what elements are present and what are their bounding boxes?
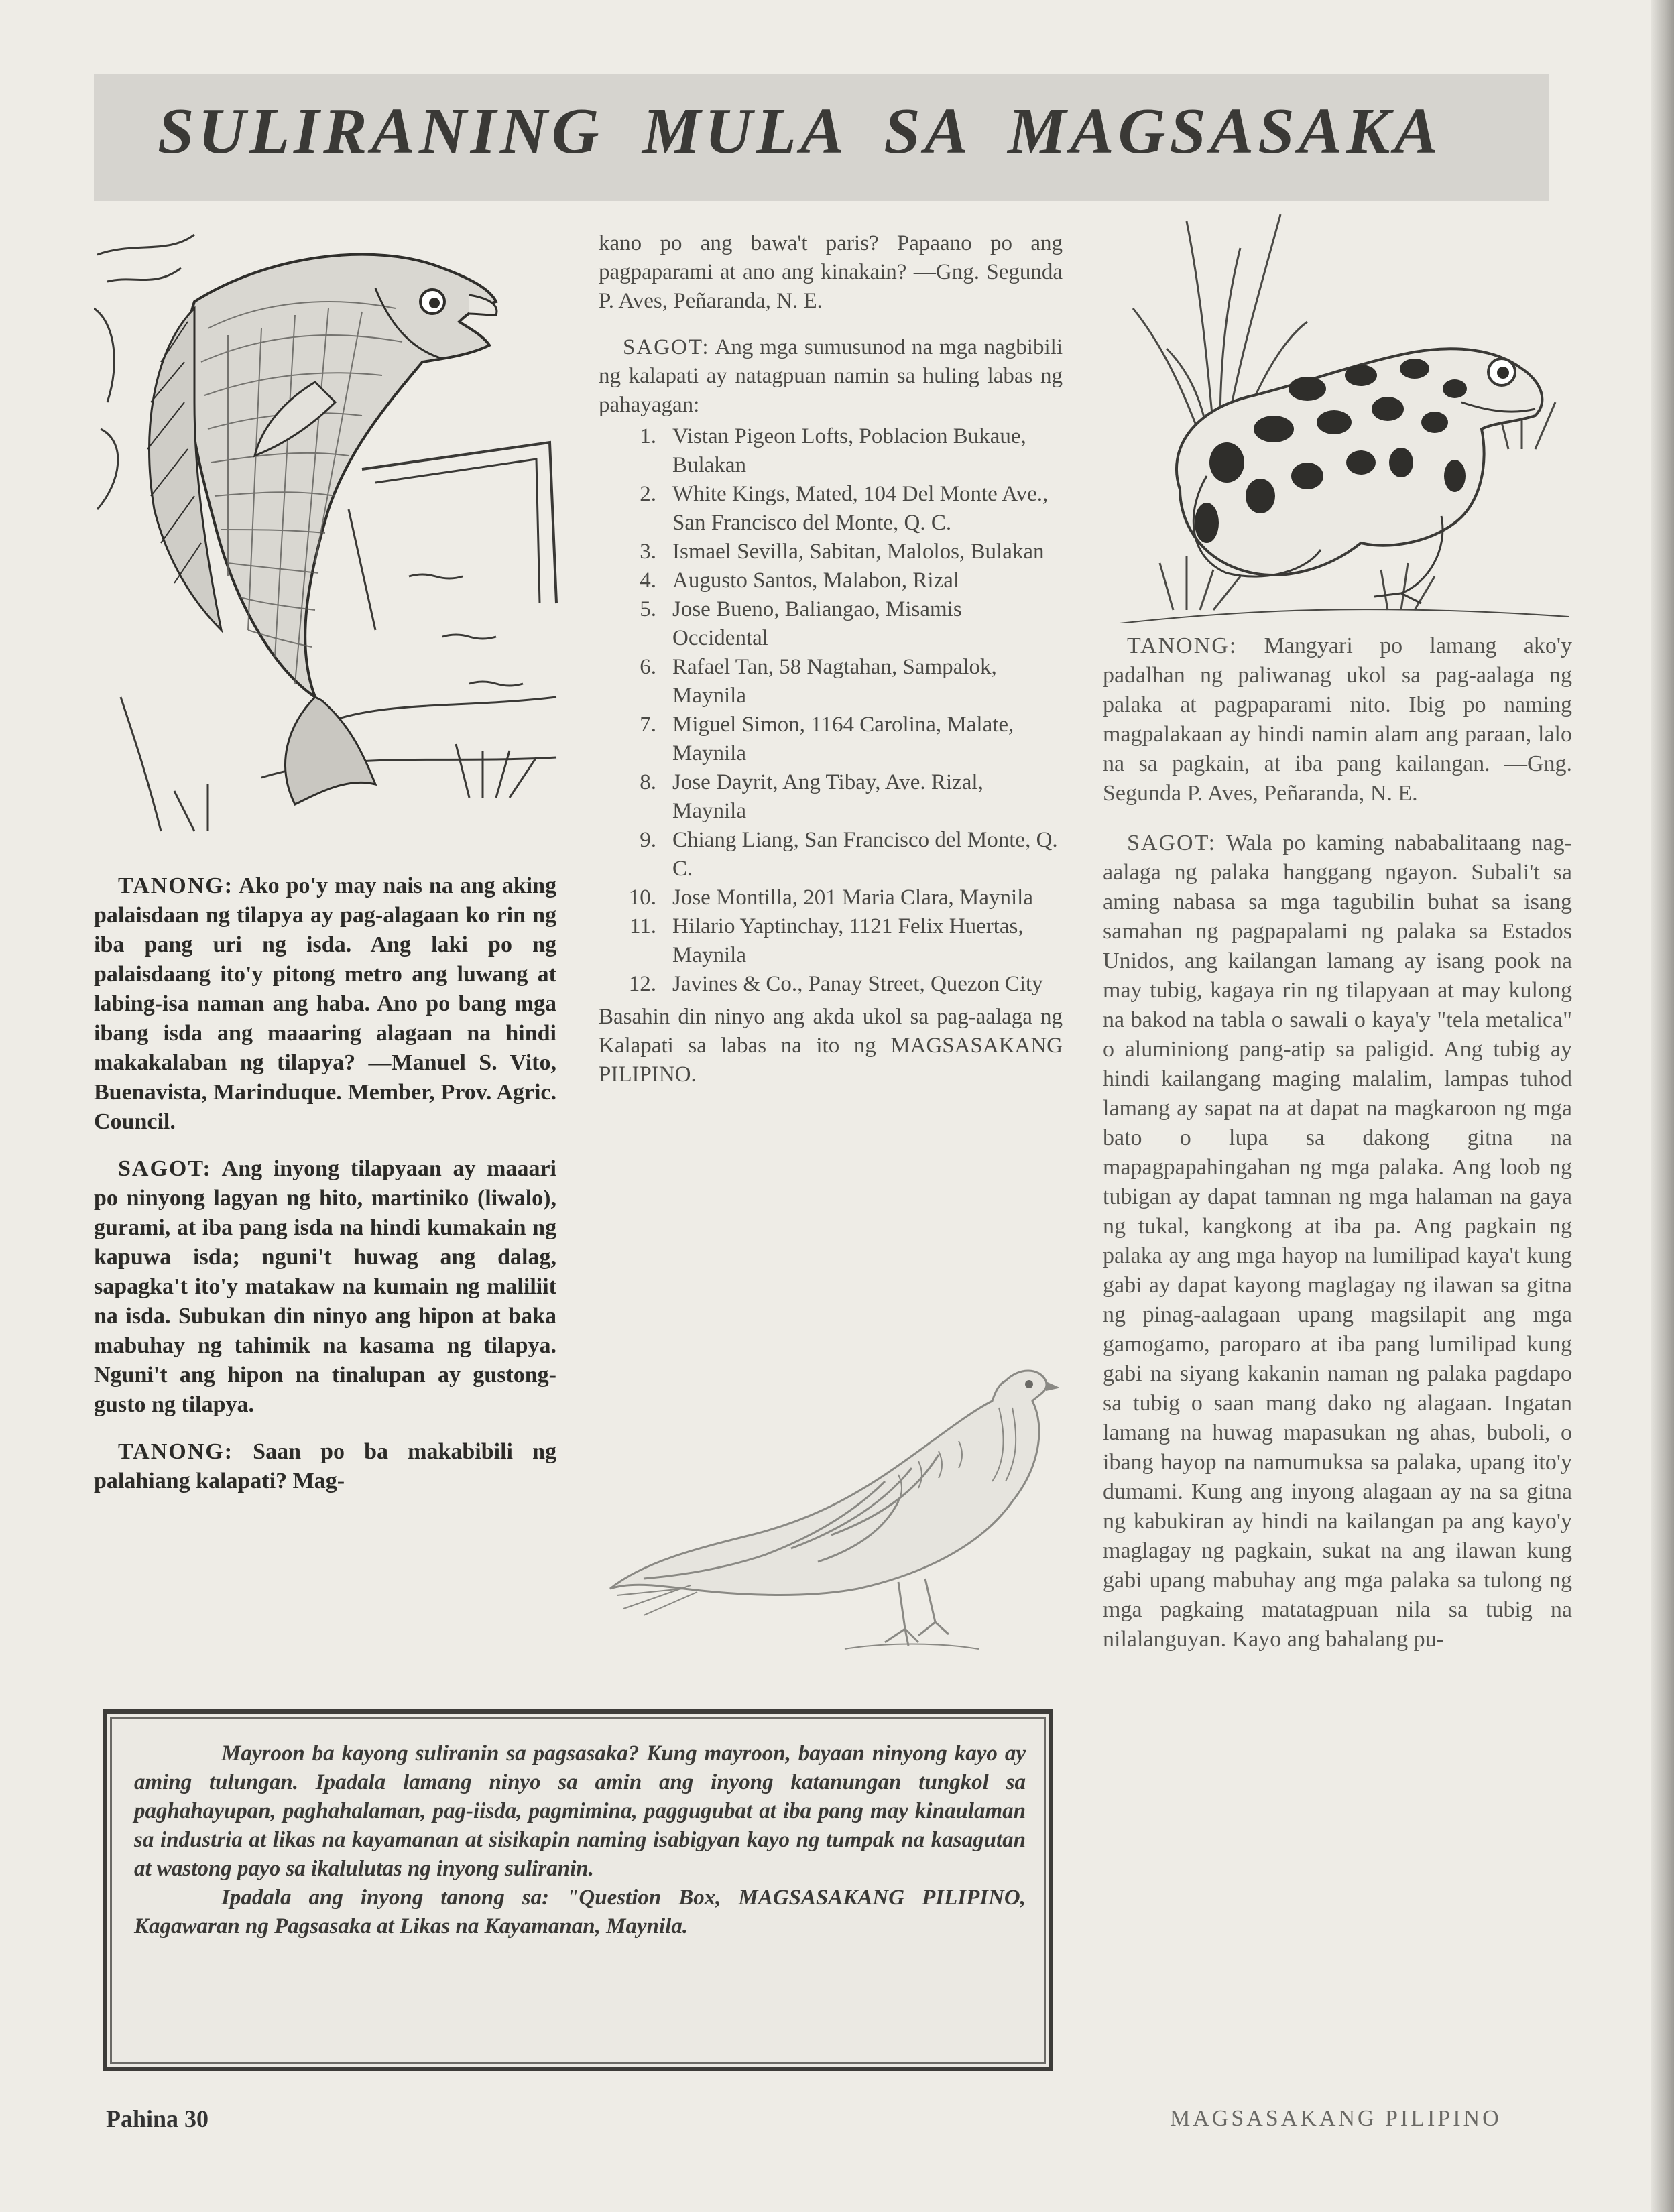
question-pigeon-continued xyxy=(599,229,1063,316)
supplier-item xyxy=(599,711,1063,768)
answer-label: SAGOT: xyxy=(1127,831,1217,855)
question-pigeon-start xyxy=(94,1437,556,1496)
supplier-text: Augusto Santos, Malabon, Rizal xyxy=(672,568,960,593)
supplier-number: 8. xyxy=(640,770,656,794)
supplier-number: 7. xyxy=(640,713,656,737)
supplier-number: 11. xyxy=(629,914,656,938)
question-tilapia xyxy=(94,871,556,1137)
publication-name: MAGSASAKANG PILIPINO xyxy=(1170,2106,1502,2131)
question-box-notice xyxy=(103,1709,1053,2071)
supplier-list xyxy=(599,422,1063,999)
answer-pigeon xyxy=(599,333,1063,420)
supplier-item xyxy=(599,566,1063,595)
supplier-item xyxy=(599,480,1063,538)
supplier-text: Jose Montilla, 201 Maria Clara, Maynila xyxy=(672,885,1033,910)
supplier-text: White Kings, Mated, 104 Del Monte Ave., San Francisco del Monte, Q. C. xyxy=(672,482,1049,535)
answer-tilapia xyxy=(94,1154,556,1420)
page-edge-shadow xyxy=(1651,0,1674,2212)
supplier-number: 4. xyxy=(640,568,656,593)
pigeon-eye xyxy=(1025,1380,1033,1388)
question-label: TANONG: xyxy=(1127,633,1238,658)
answer-text: Ang inyong tilapyaan ay maaari po ninyong lagyan ng hito, martiniko (liwalo), gurami, at iba pang isda na hindi kumakain ng kapuwa isda; nguni't huwag ang dalag, sapagka't ito'y matakaw na kumain ng maliliit na isda. Subukan din ninyo ang hipon at baka mabuhay ng tahimik na kasama ng tilapya. Nguni't ang hipon na tinalupan ay gustong-gusto ng tilapya. xyxy=(94,1156,557,1417)
answer-frog xyxy=(1103,828,1572,1654)
supplier-item xyxy=(599,970,1063,999)
fish-illustration xyxy=(94,228,563,845)
notice-paragraph: Mayroon ba kayong suliranin sa pagsasaka? Kung mayroon, bayaan ninyong kayo ay aming tulungan. Ipadala lamang ninyo sa amin ang inyong katanungan tungkol sa paghahayupan, paghahalaman, pag-iisda, pagmimina, paggugubat at iba pang may kinaulaman sa industria at likas na kayamanan at sisikapin naming isabigyan kayo ng tumpak na kasagutan at wastong payo sa ikalulutas ng inyong suliranin. xyxy=(134,1741,1026,1881)
supplier-number: 6. xyxy=(640,655,656,679)
frog-illustration xyxy=(1106,208,1575,623)
supplier-number: 3. xyxy=(640,540,656,564)
question-text: Mangyari po lamang ako'y padalhan ng paliwanag ukol sa pag-aalaga ng palaka at pagpaparami nito. Ibig po naming magpalakaan ay hindi namin alam ang paraan, lalo na sa pagkain, at iba pang kailangan. xyxy=(1103,633,1572,776)
supplier-number: 12. xyxy=(628,972,656,996)
middle-column xyxy=(599,229,1063,1107)
supplier-text: Miguel Simon, 1164 Carolina, Malate, Maynila xyxy=(672,713,1014,765)
supplier-text: Hilario Yaptinchay, 1121 Felix Huertas, Maynila xyxy=(672,914,1024,967)
right-column xyxy=(1103,631,1572,1674)
pigeon-illustration xyxy=(603,1327,1059,1676)
supplier-text: Jose Bueno, Baliangao, Misamis Occidental xyxy=(672,597,962,650)
question-frog xyxy=(1103,631,1572,808)
notice-address: Ipadala ang inyong tanong sa: "Question Box, MAGSASAKANG PILIPINO, Kagawaran ng Pagsasaka at Likas na Kayamanan, Maynila. xyxy=(134,1886,1026,1939)
answer-label: SAGOT: xyxy=(623,335,710,359)
question-text: Saan po ba makabibili ng palahiang kalapati? Mag- xyxy=(94,1439,556,1493)
supplier-number: 10. xyxy=(628,885,656,910)
supplier-number: 9. xyxy=(640,828,656,852)
question-text: kano po ang bawa't paris? Papaano po ang pagpaparami at ano ang kinakain? xyxy=(599,231,1063,284)
answer-label: SAGOT: xyxy=(118,1156,212,1181)
supplier-number: 5. xyxy=(640,597,656,621)
supplier-item xyxy=(599,883,1063,912)
supplier-text: Chiang Liang, San Francisco del Monte, Q. C. xyxy=(672,828,1058,881)
answer-text: Wala po kaming nababalitaang nag-aalaga ng palaka hanggang ngayon. Subali't sa aming nabasa sa mga tagubilin buhat sa isang samahan ng pagpapalami ng palaka sa Estados Unidos, ang kailangan lamang ay isang pook na may tubig, kagaya rin ng tilapyaan at may kulong na bakod na tabla o sawali o kaya'y "tela metalica" o aluminiong pang-atip sa paligid. Ang tubig ay hindi kailangang maging malalim, lampas tuhod lamang ay sapat na at dapat na magkaroon ng mga bato o lupa sa dakong gitna na mapagpapahingahan ng mga palaka. Ang loob ng tubigan ay dapat tamnan ng mga halaman na gaya ng tukal, kangkong at iba pa. Ang pagkain ng palaka ay ang mga hayop na lumilipad kaya't kung gabi ay dapat kayong maglagay ng ilawan sa gitna ng pinag-aalagaan upang magsilapit ang mga gamogamo, paroparo at iba pang lumilipad kung gabi na siyang kakanin naman ng palaka pagdapo sa tubig o saan mang dako ng alagaan. Ingatan lamang na huwag mapasukan ng ahas, buboli, o ibang hayop na namumuksa sa palaka, upang ito'y dumami. Kung ang inyong alagaan ay na sa gitna ng kabukiran ay hindi na kailangan pa ang kayo'y maglagay ng pagkain, sukat na ang ilawan kung gabi upang mabuhay ang mga palaka sa tulong ng mga pagkaing matatagpuan nila sa tubig na nilalanguyan. Kayo ang bahalang pu- xyxy=(1103,831,1573,1652)
question-signature: —Gng. Segunda P. Aves, Peñaranda, N. E. xyxy=(1103,751,1573,806)
page-number: Pahina 30 xyxy=(106,2105,209,2132)
left-column xyxy=(94,871,556,1514)
supplier-item xyxy=(599,912,1063,970)
supplier-item xyxy=(599,653,1063,711)
supplier-item xyxy=(599,768,1063,826)
question-signature: —Manuel S. Vito, Buenavista, Marinduque. Member, Prov. Agric. Council. xyxy=(94,1050,556,1134)
question-text: Ako po'y may nais na ang aking palaisdaan ng tilapya ay pag-alagaan ko rin ng iba pang uri ng isda. Ang laki po ng palaisdaang ito'y pitong metro ang luwang at labing-isa naman ang haba. Ano po bang mga ibang isda ang maaaring alagaan na hindi makakalaban ng tilapya? xyxy=(94,873,557,1075)
page-title: SULIRANING MULA SA MAGSASAKA xyxy=(158,95,1442,168)
supplier-text: Vistan Pigeon Lofts, Poblacion Bukaue, Bulakan xyxy=(672,424,1026,477)
supplier-text: Ismael Sevilla, Sabitan, Malolos, Bulakan xyxy=(672,540,1044,564)
question-label: TANONG: xyxy=(118,873,234,898)
supplier-text: Jose Dayrit, Ang Tibay, Ave. Rizal, Maynila xyxy=(672,770,983,823)
answer-text: Ang mga sumusunod na mga nagbibili ng kalapati ay natagpuan namin sa huling labas ng pahayagan: xyxy=(599,335,1063,417)
supplier-number: 1. xyxy=(640,424,656,448)
supplier-item xyxy=(599,538,1063,566)
supplier-text: Javines & Co., Panay Street, Quezon City xyxy=(672,972,1043,996)
notice-text xyxy=(134,1739,1026,1941)
question-label: TANONG: xyxy=(118,1439,234,1464)
closing-note: Basahin din ninyo ang akda ukol sa pag-aalaga ng Kalapati sa labas na ito ng MAGSASAKANG PILIPINO. xyxy=(599,1005,1063,1087)
supplier-item xyxy=(599,422,1063,480)
supplier-item xyxy=(599,595,1063,653)
supplier-number: 2. xyxy=(640,482,656,506)
supplier-item xyxy=(599,826,1063,883)
supplier-text: Rafael Tan, 58 Nagtahan, Sampalok, Maynila xyxy=(672,655,997,708)
question-signature: —Gng. Segunda P. Aves, Peñaranda, N. E. xyxy=(599,260,1063,313)
